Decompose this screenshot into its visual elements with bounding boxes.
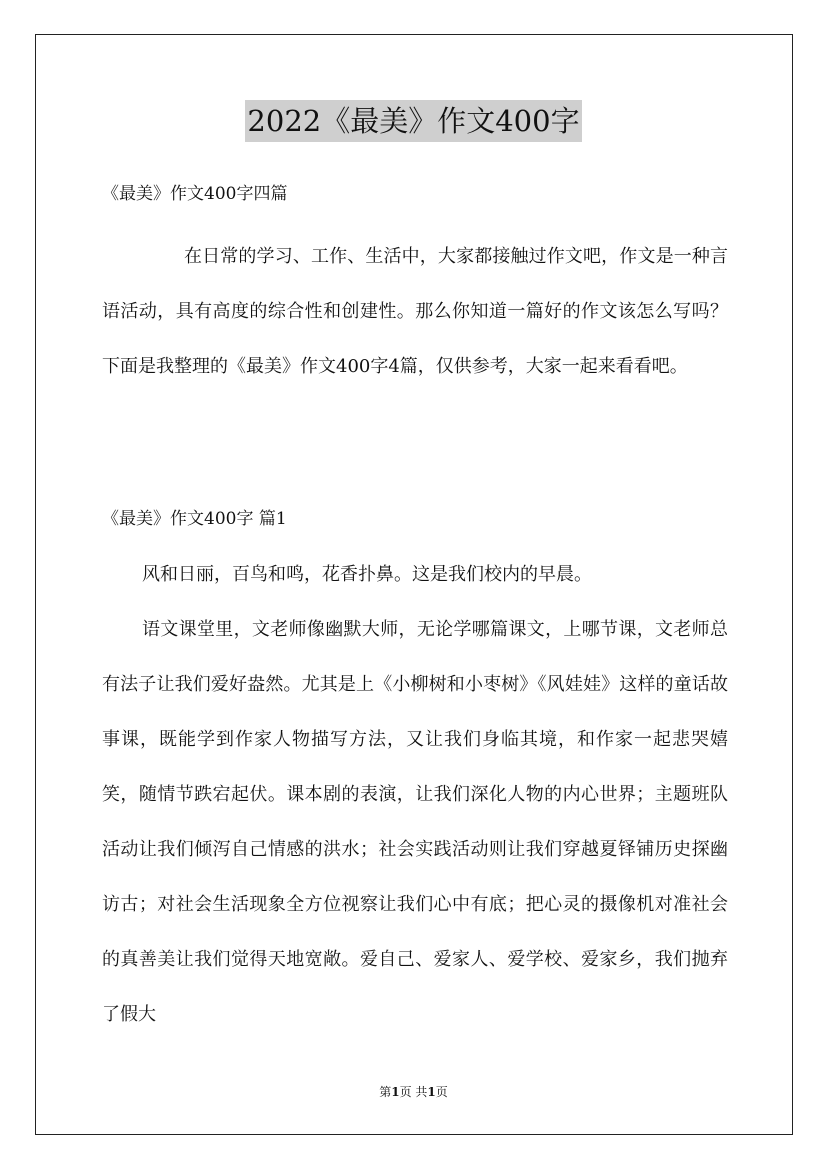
- footer-page-suffix: 页: [435, 1085, 448, 1099]
- footer-page-current: 1: [391, 1085, 400, 1099]
- title-container: [0, 100, 827, 142]
- intro-paragraph: 在日常的学习、工作、生活中，大家都接触过作文吧，作文是一种言语活动，具有高度的综合性和创建性。那么你知道一篇好的作文该怎么写吗？下面是我整理的《最美》作文400字4篇，仅供参考，大家一起来看看吧。: [102, 246, 728, 377]
- document-title: 2022《最美》作文400字: [245, 100, 581, 142]
- body-paragraph-1: 风和日丽，百鸟和鸣，花香扑鼻。这是我们校内的早晨。: [142, 564, 592, 585]
- document-subtitle: 《最美》作文400字四篇: [102, 184, 288, 204]
- section-heading: 《最美》作文400字 篇1: [102, 509, 287, 529]
- page-footer: [0, 1084, 827, 1100]
- body-paragraph-2: 语文课堂里，文老师像幽默大师，无论学哪篇课文，上哪节课，文老师总有法子让我们爱好盎然。尤其是上《小柳树和小枣树》《风娃娃》这样的童话故事课，既能学到作家人物描写方法，又让我们身临其境，和作家一起悲哭嬉笑，随情节跌宕起伏。课本剧的表演，让我们深化人物的内心世界；主题班队活动让我们倾泻自己情感的洪水；社会实践活动则让我们穿越夏铎铺历史探幽访古；对社会生活现象全方位视察让我们心中有底；把心灵的摄像机对准社会的真善美让我们觉得天地宽敞。爱自己、爱家人、爱学校、爱家乡，我们抛弃了假大: [102, 619, 728, 1025]
- footer-page-prefix: 第: [379, 1085, 392, 1099]
- footer-page-total: 1: [427, 1085, 436, 1099]
- footer-page-mid: 页 共: [399, 1085, 428, 1099]
